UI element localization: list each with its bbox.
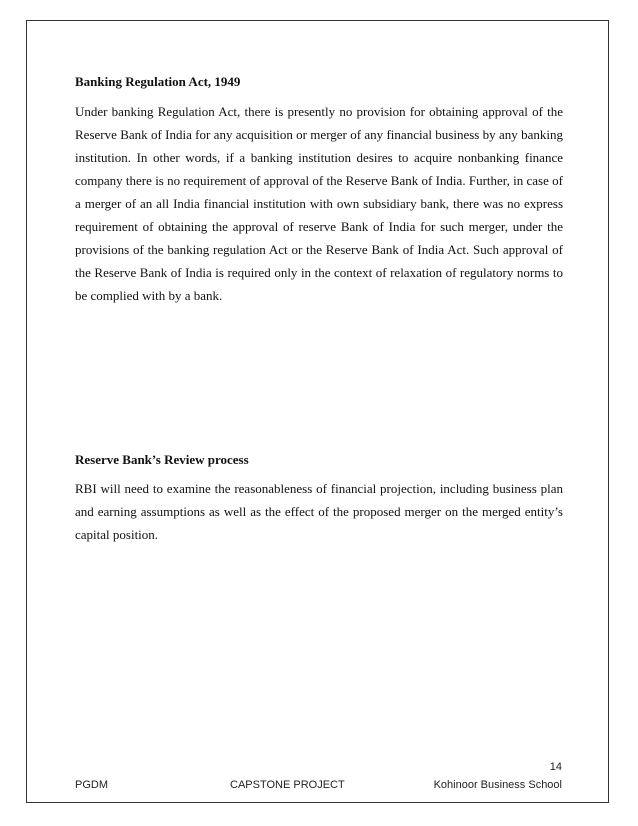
section-paragraph-review-process: RBI will need to examine the reasonableness of financial projection, including business plan and earning assumptions as well as the effect of the proposed merger on the merged entity’s capital position.: [75, 481, 563, 542]
section-heading-banking-regulation-act: Banking Regulation Act, 1949: [75, 74, 241, 89]
footer-school-name: Kohinoor Business School: [433, 779, 562, 791]
section-paragraph-banking-regulation-act: Under banking Regulation Act, there is presently no provision for obtaining approval of the Reserve Bank of India for any acquisition or merger of any financial business by any banking institution. In other words, if a banking institution desires to acquire nonbanking finance company there is no requirement of approval of the Reserve Bank of India. Further, in case of a merger of an all India financial institution with own subsidiary bank, there was no express requirement of obtaining the approval of reserve Bank of India for such merger, under the provisions of the banking regulation Act or the Reserve Bank of India Act. Such approval of the Reserve Bank of India is required only in the context of relaxation of regulatory norms to be complied with by a bank.: [75, 104, 563, 303]
section-heading-review-process: Reserve Bank’s Review process: [75, 452, 249, 467]
page-number: 14: [549, 761, 562, 773]
footer-program: PGDM: [75, 779, 108, 791]
footer-project-title: CAPSTONE PROJECT: [230, 779, 345, 791]
